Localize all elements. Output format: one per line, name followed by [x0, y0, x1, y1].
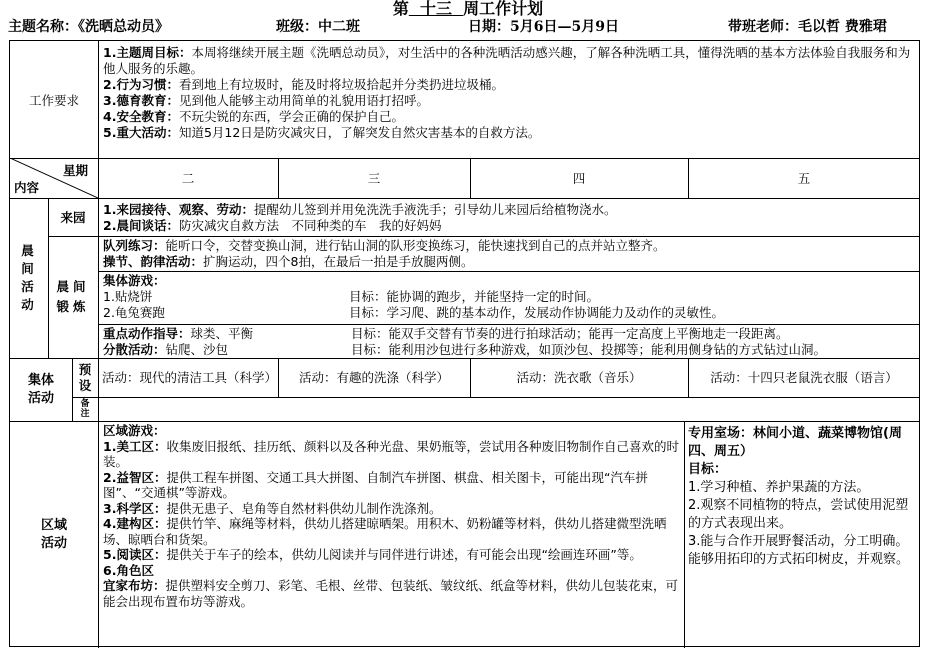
day-label: 四 — [572, 171, 586, 186]
queue-practice-head: 队列练习： — [103, 238, 166, 253]
requirement-item — [103, 77, 917, 93]
area-item-head: 6.角色区 — [103, 562, 154, 578]
area-item-text: 提供无患子、皂角等自然材料供幼儿制作洗涤剂。 — [166, 500, 442, 516]
morning-exercise-label-text: 晨间锻炼 — [56, 279, 90, 314]
area-item-head: 3.科学区： — [103, 500, 167, 516]
requirement-head: 1.主题周目标： — [103, 45, 192, 60]
requirement-head: 4.安全教育： — [103, 109, 179, 124]
header-row — [0, 17, 936, 37]
game-name: 2.龟兔赛跑 — [103, 305, 165, 320]
teacher-names: 带班老师：毛以哲 费雅珺 — [728, 19, 887, 35]
arrival-text: 防灾减灾自救方法 不同种类的车 我的好妈妈 — [178, 218, 442, 233]
game-goal: 目标：学习爬、跳的基本动作，发展动作协调能力及动作的灵敏性。 — [349, 305, 725, 320]
theme-name: 主题名称：《洗晒总动员》 — [8, 19, 169, 35]
exercise-routine — [103, 238, 917, 271]
area-item-head: 5.阅读区： — [103, 547, 167, 562]
day-label: 五 — [797, 171, 811, 186]
group-activity-label — [10, 358, 72, 421]
area-item-head: 1.美工区： — [103, 438, 167, 454]
group-games-head: 集体游戏： — [103, 273, 166, 288]
group-activity-fri — [688, 358, 920, 397]
area-item — [103, 516, 681, 547]
date-range: 日期：5月6日—5月9日 — [468, 19, 619, 35]
arrival-label-text: 来园 — [60, 210, 86, 225]
day-friday — [688, 158, 920, 198]
note-label-text: 备注 — [80, 399, 90, 419]
day-tuesday — [98, 158, 278, 198]
group-activity-label-text: 集体活动 — [27, 372, 54, 406]
area-games-head: 区域游戏： — [103, 423, 166, 438]
guidance-and-scattered — [103, 326, 917, 358]
area-item-text: 收集废旧报纸、挂历纸、颜料以及各种光盘、果奶瓶等，尝试用各种废旧物制作自己喜欢的时装。 — [103, 438, 679, 469]
group-game-row — [103, 289, 917, 305]
week-number-text: 十三 — [419, 0, 452, 18]
key-guidance — [103, 326, 917, 342]
work-requirements-label — [10, 41, 98, 158]
area-item — [103, 547, 681, 563]
work-requirements-label-text: 工作要求 — [28, 92, 79, 108]
queue-practice — [103, 238, 917, 254]
area-item — [103, 578, 681, 609]
requirement-item — [103, 125, 917, 141]
scattered-text: 钻爬、沙包 — [165, 342, 229, 357]
group-games — [103, 273, 917, 324]
area-item-head: 4.建构区： — [103, 516, 167, 531]
preset-label-text: 预设 — [78, 361, 92, 393]
arrival-head: 2.晨间谈话： — [103, 218, 179, 233]
arrival-label — [48, 198, 98, 236]
key-guidance-head: 重点动作指导： — [103, 326, 191, 341]
area-item — [103, 501, 681, 517]
arrival-text: 提醒幼儿签到并用免洗洗手液洗手；引导幼儿来园后给植物浇水。 — [253, 202, 617, 217]
group-activity-text: 活动：洗衣歌（音乐） — [516, 369, 642, 385]
scattered-activity — [103, 342, 917, 358]
arrival-line — [103, 202, 917, 218]
area-item — [103, 470, 681, 501]
group-game-row — [103, 305, 917, 321]
group-activity-text: 活动：有趣的洗涤（科学） — [298, 369, 449, 385]
group-activity-wed — [278, 358, 470, 397]
day-label: 二 — [181, 171, 195, 186]
note-label — [72, 397, 98, 421]
requirement-text: 知道5月12日是防灾减灾日，了解突发自然灾害基本的自救方法。 — [178, 125, 541, 140]
week-number — [409, 0, 463, 18]
area-games-content — [103, 423, 681, 647]
special-room-head: 专用室场：林间小道、蔬菜博物馆(周四、周五） — [688, 426, 902, 459]
group-activity-text: 活动：十四只老鼠洗衣服（语言） — [710, 369, 898, 385]
page-title — [0, 0, 936, 17]
requirement-text: 看到地上有垃圾时，能及时将垃圾拾起并分类扔进垃圾桶。 — [178, 77, 504, 92]
area-item-text: 提供竹竿、麻绳等材料，供幼儿搭建晾晒架。用积木、奶粉罐等材料，供幼儿搭建微型洗晒场、晾晒台和货架。 — [103, 516, 667, 547]
morning-exercise-label — [48, 236, 98, 358]
area-item-text: 提供工程车拼图、交通工具大拼图、自制汽车拼图、棋盘、相关图卡，可能出现“汽车拼图”、“交通棋”等游戏。 — [103, 469, 648, 500]
special-goal: 3.能与合作开展野餐活动，分工明确。 — [688, 534, 909, 549]
area-item-head: 2.益智区： — [103, 469, 167, 485]
arrival-head: 1.来园接待、观察、劳动： — [103, 202, 254, 217]
area-item — [103, 563, 681, 579]
title-suffix: 周工作计划 — [463, 0, 544, 18]
area-activity-label-text: 区域活动 — [40, 517, 67, 551]
requirement-head: 3.德育教育： — [103, 93, 179, 108]
requirement-text: 本周将继续开展主题《洗晒总动员》，对生活中的各种洗晒活动感兴趣，了解各种洗晒工具，懂得洗晒的基本方法体验自我服务和为他人服务的乐趣。 — [103, 45, 911, 76]
morning-activity-label — [10, 198, 48, 358]
arrival-content — [103, 202, 917, 236]
group-activity-text: 活动：现代的清洁工具（科学） — [102, 369, 278, 385]
morning-activity-label-text: 晨间活动 — [21, 243, 37, 312]
requirement-item — [103, 109, 917, 125]
scattered-goal: 目标：能利用沙包进行多种游戏，如顶沙包、投掷等；能利用侧身钻的方式钻过山洞。 — [351, 342, 827, 357]
area-item-head: 宜家布坊： — [103, 578, 166, 593]
game-name: 1.贴烧饼 — [103, 289, 153, 304]
special-goal-head: 目标： — [688, 462, 728, 477]
area-item-text: 提供关于车子的绘本，供幼儿阅读并与同伴进行讲述，有可能会出现“绘画连环画”等。 — [166, 547, 642, 562]
game-goal: 目标：能协调的跑步，并能坚持一定的时间。 — [349, 289, 600, 304]
group-activity-thu — [470, 358, 688, 397]
area-item-text: 提供塑料安全剪刀、彩笔、毛根、丝带、包装纸、皱纹纸、纸盒等材料，供幼儿包装花束，可能会出现布置布坊等游戏。 — [103, 578, 679, 609]
class-name: 班级：中二班 — [276, 19, 360, 35]
arrival-line — [103, 218, 917, 234]
requirement-item — [103, 45, 917, 77]
special-goal: 能够用拓印的方式拓印树皮，并观察。 — [688, 552, 910, 567]
requirement-item — [103, 93, 917, 109]
rhythm-activity-head: 操节、韵律活动： — [103, 254, 204, 269]
rhythm-activity-text: 扩胸运动，四个8拍，在最后一拍是手放腿两侧。 — [203, 254, 474, 269]
special-goal: 2.观察不同植物的特点，尝试使用泥塑的方式表现出来。 — [688, 498, 909, 531]
requirement-head: 2.行为习惯： — [103, 77, 179, 92]
requirement-text: 不玩尖锐的东西，学会正确的保护自己。 — [178, 109, 404, 124]
work-requirements-content — [103, 45, 917, 157]
day-label: 三 — [367, 171, 381, 186]
weekday-label: 星期 — [62, 163, 88, 178]
area-item — [103, 439, 681, 470]
requirement-text: 见到他人能够主动用简单的礼貌用语打招呼。 — [178, 93, 429, 108]
weekday-content-header — [10, 158, 98, 198]
content-label: 内容 — [14, 180, 40, 195]
area-activity-label — [10, 421, 98, 648]
key-guidance-goal: 目标：能双手交替有节奏的进行拍球活动；能再一定高度上平衡地走一段距离。 — [351, 326, 789, 341]
weekly-plan-table — [9, 40, 920, 647]
group-activity-tue — [98, 358, 278, 397]
special-room-content — [688, 425, 918, 647]
scattered-head: 分散活动： — [103, 342, 166, 357]
day-thursday — [470, 158, 688, 198]
special-goal: 1.学习种植、养护果蔬的方法。 — [688, 480, 870, 495]
requirement-head: 5.重大活动： — [103, 125, 179, 140]
key-guidance-text: 球类、平衡 — [190, 326, 254, 341]
preset-label — [72, 358, 98, 397]
queue-practice-text: 能听口令，交替变换山洞，进行钻山洞的队形变换练习，能快速找到自己的点并站立整齐。 — [165, 238, 666, 253]
day-wednesday — [278, 158, 470, 198]
rhythm-activity — [103, 254, 917, 270]
title-prefix: 第 — [392, 0, 409, 18]
